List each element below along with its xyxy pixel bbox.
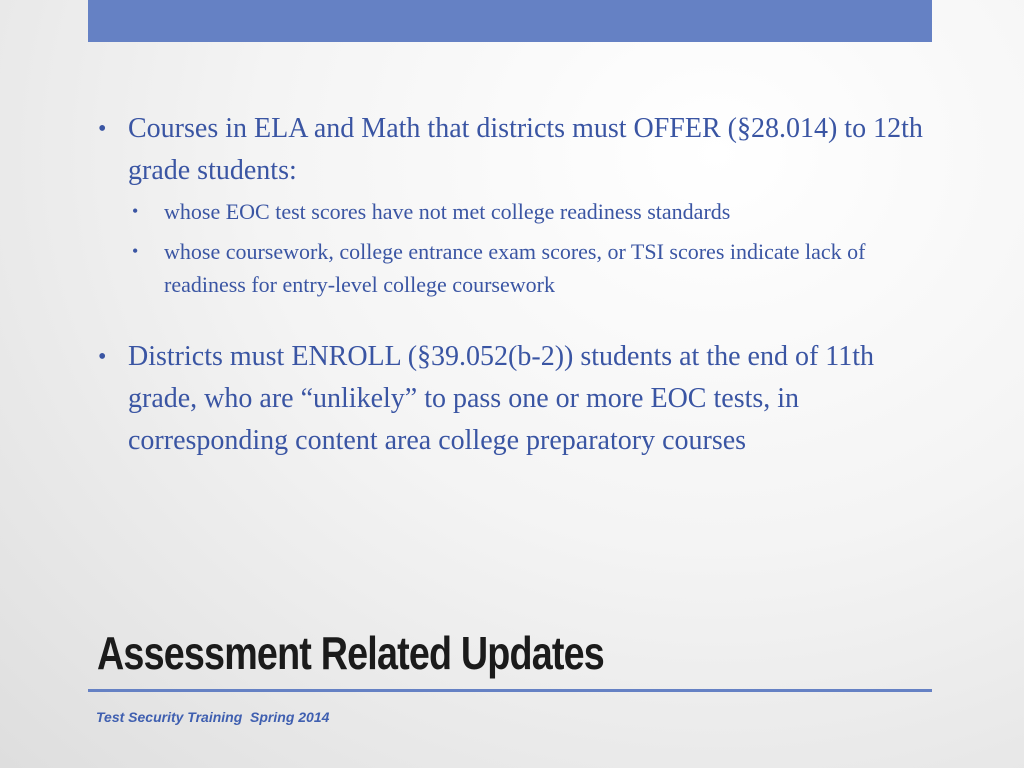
bullet-icon: • — [98, 344, 107, 370]
bullet-text: Districts must ENROLL (§39.052(b-2)) students at the end of 11th grade, who are “unlikely” to pass one or more EOC tests, in corresponding content area college preparatory courses — [128, 341, 875, 456]
bullet-icon: • — [132, 201, 139, 221]
subbullet-text: whose coursework, college entrance exam scores, or TSI scores indicate lack of readiness for entry-level college coursework — [164, 239, 866, 297]
subbullet-text: whose EOC test scores have not met college readiness standards — [164, 199, 731, 224]
subbullet-item — [98, 235, 928, 301]
bullet-text: Courses in ELA and Math that districts must OFFER (§28.014) to 12th grade students: — [128, 113, 923, 186]
slide-body — [98, 108, 928, 462]
top-accent-band — [88, 0, 932, 42]
bullet-icon: • — [98, 116, 107, 142]
subbullet-item — [98, 195, 928, 228]
bullet-icon: • — [132, 241, 139, 261]
bullet-item — [98, 336, 928, 462]
title-divider — [88, 689, 932, 692]
slide-title: Assessment Related Updates — [97, 627, 604, 679]
bullet-item — [98, 108, 928, 192]
slide-footer: Test Security Training Spring 2014 — [96, 709, 330, 725]
